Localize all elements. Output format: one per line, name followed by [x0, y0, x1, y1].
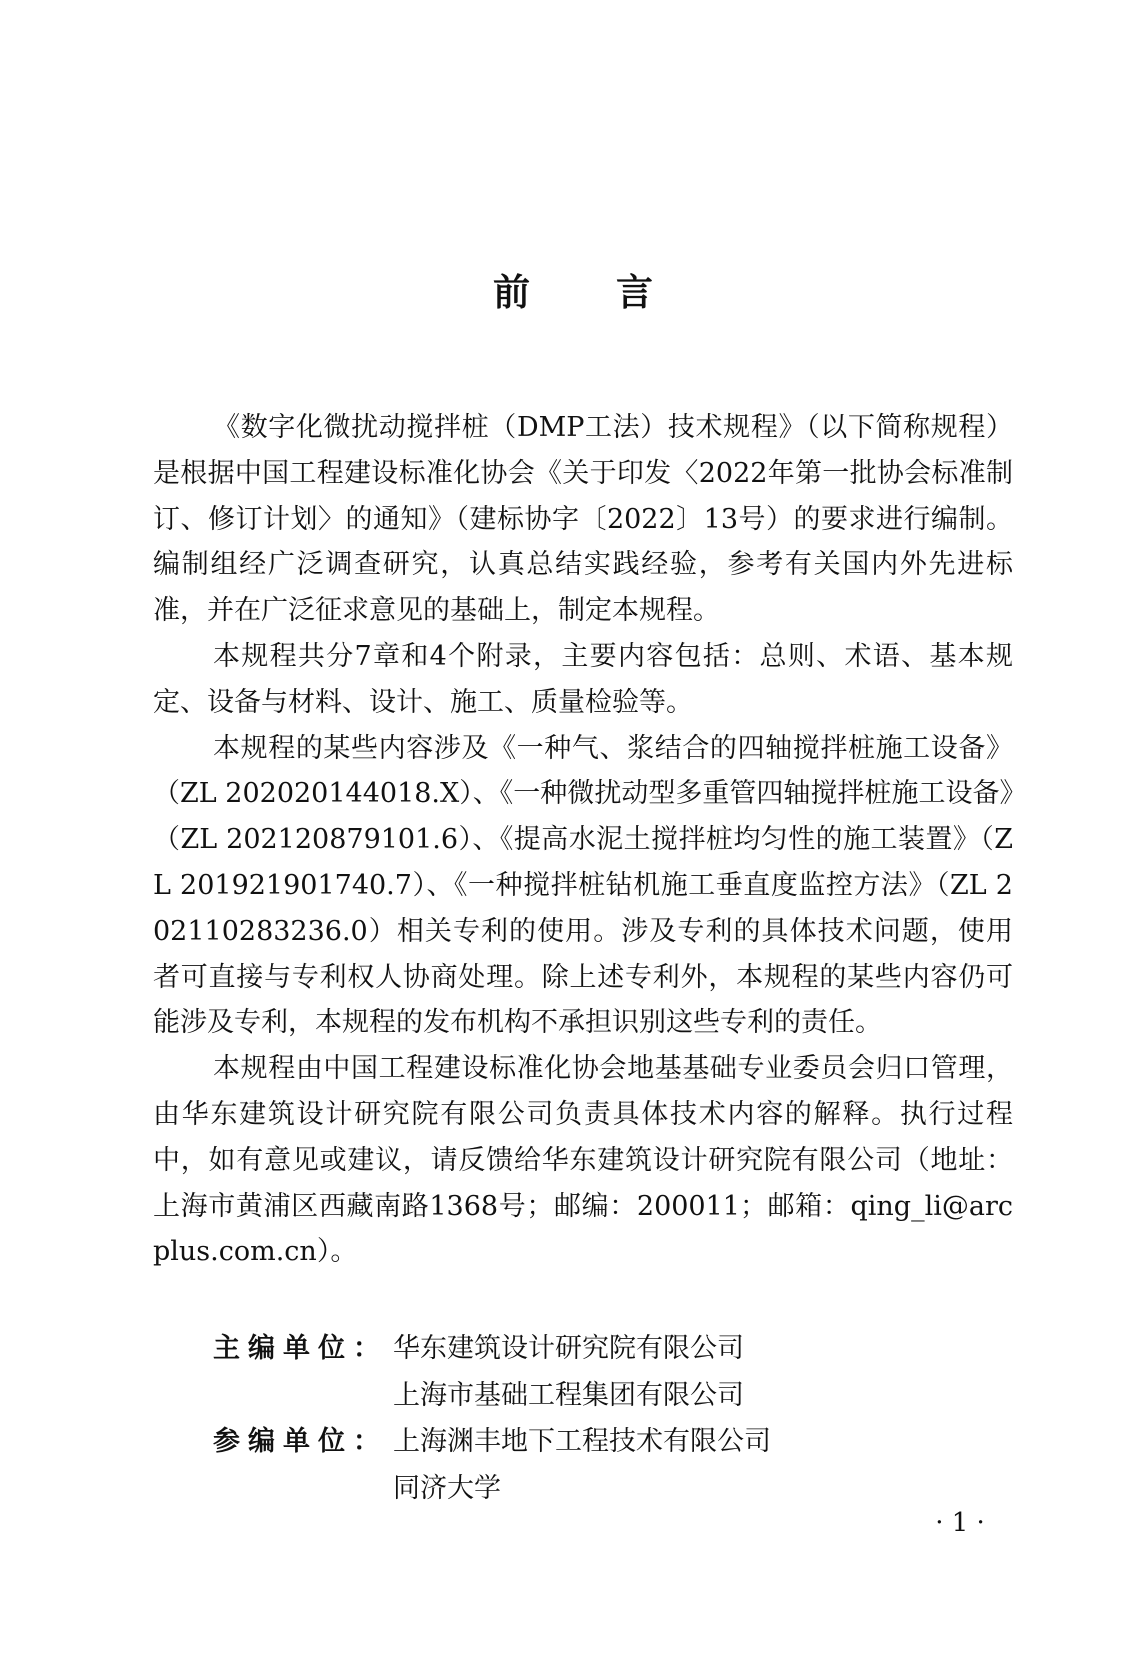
page-number: · 1 · [935, 1508, 985, 1538]
title-char-2: 言 [616, 271, 653, 314]
paragraph-patents: 本规程的某些内容涉及《一种气、浆结合的四轴搅拌桩施工设备》（ZL 202020144018.X）、《一种微扰动型多重管四轴搅拌桩施工设备》（ZL 202120879101.6）、《提高水泥土搅拌桩均匀性的施工装置》（ZL 201921901740.7）、《一种搅拌桩钻机施工垂直度监控方法》（ZL 202110283236.0）相关专利的使用。涉及专利的具体技术问题，使用者可直接与专利权人协商处理。除上述专利外，本规程的某些内容仍可能涉及专利，本规程的发布机构不承担识别这些专利的责任。 [153, 732, 1013, 1039]
paragraph-contents: 本规程共分7章和4个附录，主要内容包括：总则、术语、基本规定、设备与材料、设计、施工、质量检验等。 [153, 640, 1013, 718]
chief-units-row [213, 1326, 973, 1419]
page-title [0, 262, 1146, 316]
paragraph-management: 本规程由中国工程建设标准化协会地基基础专业委员会归口管理，由华东建筑设计研究院有限公司负责具体技术内容的解释。执行过程中，如有意见或建议，请反馈给华东建筑设计研究院有限公司（地址：上海市黄浦区西藏南路1368号；邮编：200011；邮箱：qing_li@arcplus.com.cn）。 [153, 1053, 1013, 1268]
chief-units-label: 主编单位： [213, 1333, 388, 1364]
unit-item: 华东建筑设计研究院有限公司 [393, 1333, 744, 1364]
preface-body [153, 405, 1013, 1275]
editing-units [213, 1326, 973, 1512]
title-char-1: 前 [493, 271, 530, 314]
participating-units-list [393, 1419, 973, 1512]
unit-item: 同济大学 [393, 1472, 501, 1504]
chief-units-list [393, 1326, 973, 1419]
participating-units-row [213, 1419, 973, 1512]
unit-item: 上海市基础工程集团有限公司 [393, 1379, 744, 1411]
participating-units-label: 参编单位： [213, 1426, 388, 1457]
unit-item: 上海渊丰地下工程技术有限公司 [393, 1426, 771, 1457]
paragraph-origin: 《数字化微扰动搅拌桩（DMP工法）技术规程》（以下简称规程）是根据中国工程建设标准化协会《关于印发〈2022年第一批协会标准制订、修订计划〉的通知》（建标协字〔2022〕13号）的要求进行编制。编制组经广泛调查研究，认真总结实践经验，参考有关国内外先进标准，并在广泛征求意见的基础上，制定本规程。 [153, 412, 1013, 627]
